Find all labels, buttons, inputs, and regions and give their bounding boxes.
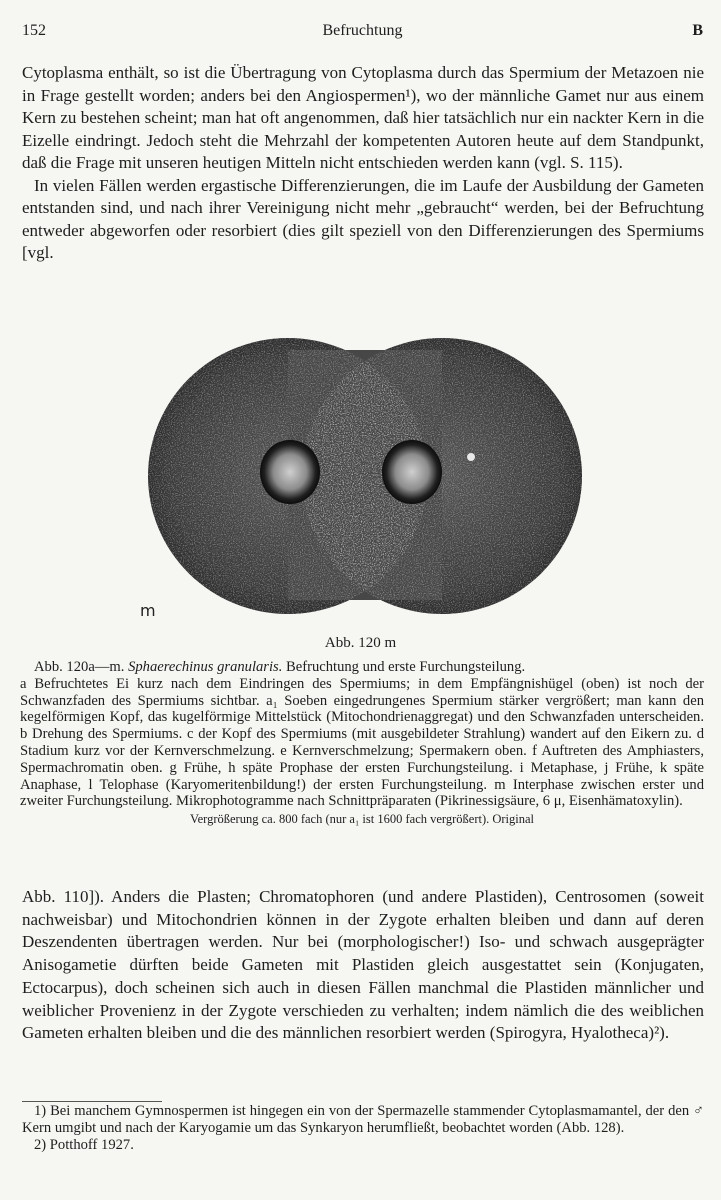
caption-magnification: Vergrößerung ca. 800 fach (nur a₁ ist 1600 fach vergrößert). Original — [189, 812, 535, 827]
page-number: 152 — [22, 22, 46, 39]
caption-text: a Befruchtetes Ei kurz nach dem Eindringen des Spermiums; in dem Empfängnishügel (oben) ist noch der Schwanzfaden des Spermiums sichtbar. a₁ Soeben eingedrungenes Spermium stärker vergrößert; man kann den kegelförmigen Kopf, das kugelförmige Mittelstück (Mitochondrienaggregat) und den Schwanzfaden unterscheiden. b Drehung des Spermiums. c der Kopf des Spermiums (mit ausgebildeter Strahlung) wandert auf den Eikern zu. d Stadium kurz vor der Kernverschmelzung. e Kernverschmelzung; Spermakern oben. f Auftreten des Amphiasters, Spermachromatin oben. g Frühe, h späte Prophase der ersten Furchungsteilung. i Metaphase, j Frühe, k späte Anaphase, l Telophase (Karyomeritenbildung!) der ersten Furchungsteilung. m Interphase zwischen erster und zweiter Furchungsteilung. Mikrophotogramme nach Schnittpräparaten (Pikrinessigsäure, 6 μ, Eisenhämatoxylin). — [20, 675, 704, 810]
bottom-body-text — [22, 886, 704, 1045]
footnotes — [22, 1103, 704, 1154]
paragraph-2: In vielen Fällen werden ergastische Differenzierungen, die im Laufe der Ausbildung der Gameten entstanden sind, und nach ihrer Vereinigung nicht mehr „gebraucht“ werden, bei der Befruchtung entweder abgeworfen oder resorbiert (dies gilt speziell von den Differenzierungen des Spermiums [vgl. — [22, 175, 704, 262]
page-header — [22, 22, 703, 48]
figure-title: Abb. 120 m — [324, 635, 397, 651]
footnote-1: 1) Bei manchem Gymnospermen ist hingegen ein von der Spermazelle stammender Cytoplasmamantel, der den ♂ Kern umgibt und nach der Karyogamie um das Synkaryon herumfließt, beobachtet worden (Abb. 128). — [22, 1103, 704, 1136]
granule — [467, 453, 475, 461]
running-title: Befruchtung — [322, 22, 403, 39]
top-body-text — [22, 62, 704, 265]
signature-mark: B — [692, 22, 703, 39]
micrograph-figure — [148, 330, 582, 622]
footnote-rule — [22, 1101, 162, 1102]
caption-lead: Abb. 120a—m. — [34, 659, 125, 675]
cell-body — [148, 338, 582, 614]
footnote-2: 2) Potthoff 1927. — [34, 1137, 134, 1153]
caption-species: Sphaerechinus granularis. — [128, 659, 283, 675]
paragraph-3: Abb. 110]). Anders die Plasten; Chromatophoren (und andere Plastiden), Centrosomen (soweit nachweisbar) und Mitochondrien können in der Zygote erhalten bleiben und dann auf deren Deszendenten übertragen werden. Nur bei (morphologischer!) Iso- und schwach ausgeprägter Anisogametie dürften beide Gameten mit Plastiden gleich ausgestattet sein (Konjugaten, Ectocarpus), doch scheinen sich auch in diesen Fällen manchmal die Plastiden männlicher und weiblicher Provenienz in der Zygote verschieden zu verhalten; indem nämlich die des weiblichen Gameten erhalten bleiben und die des männlichen resorbiert werden (Spirogyra, Hyalotheca)²). — [22, 887, 704, 1043]
figure-caption — [20, 659, 704, 828]
paragraph-1: Cytoplasma enthält, so ist die Übertragung von Cytoplasma durch das Spermium der Metazoen nie in Frage gestellt worden; anders bei den Angiospermen¹), wo der männliche Gamet nur aus einem Kern zu bestehen scheint; man hat oft angenommen, daß hier tatsächlich nur ein nackter Kern in die Eizelle eindringt. Jedoch steht die Mehrzahl der kompetenten Autoren heute auf dem Standpunkt, daß die Frage mit unseren heutigen Mitteln nicht entschieden werden kann (vgl. S. 115). — [22, 63, 704, 172]
nucleus-right — [382, 440, 442, 504]
caption-heading — [20, 659, 704, 676]
caption-lead-rest: Befruchtung und erste Furchungsteilung. — [286, 659, 526, 675]
panel-letter: m — [140, 601, 156, 620]
nucleus-left — [260, 440, 320, 504]
